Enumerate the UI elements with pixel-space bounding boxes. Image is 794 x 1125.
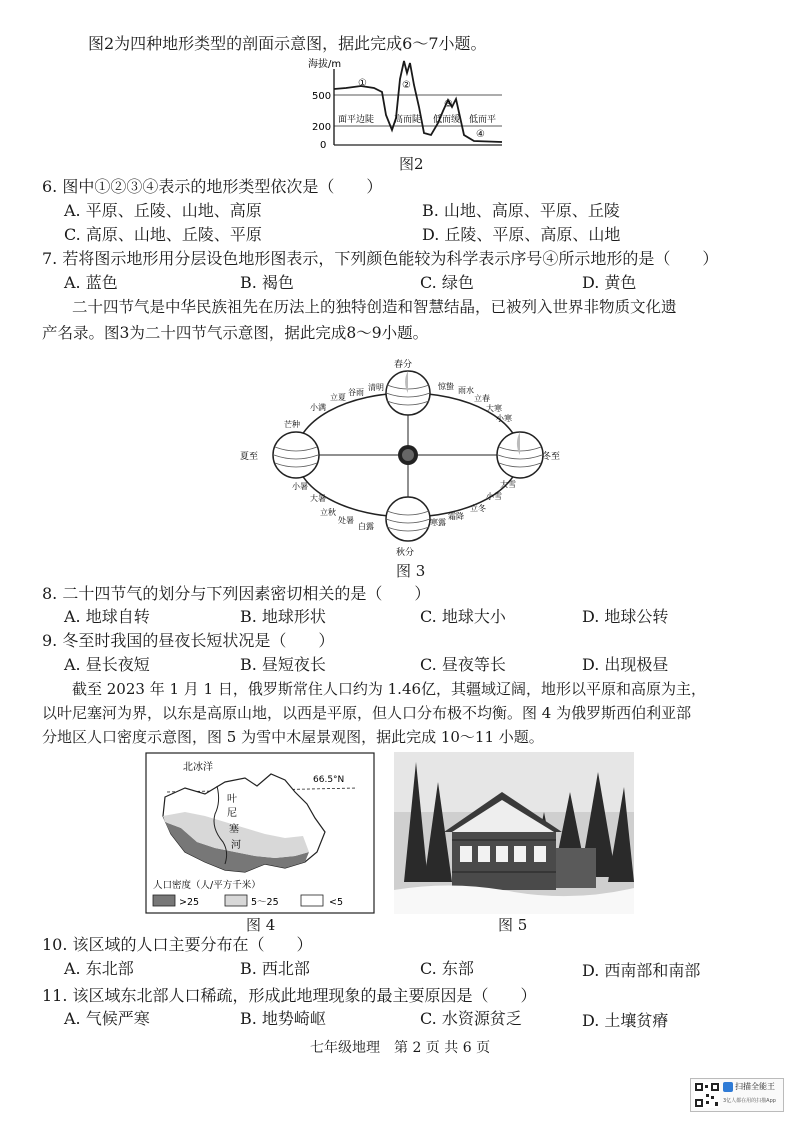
figure-4-population-map <box>145 752 375 917</box>
q10-option-b[interactable]: B. 西北部 <box>240 959 310 978</box>
q11-option-b[interactable]: B. 地势崎岖 <box>240 1009 326 1028</box>
fig3-season-spring: 春分 <box>394 360 413 370</box>
q10-stem: 10. 该区域的人口主要分布在（ ） <box>42 935 313 954</box>
fig3-season-winter: 冬至 <box>542 452 560 462</box>
fig2-marker-3: ③ <box>444 99 453 110</box>
q7-option-b[interactable]: B. 褐色 <box>240 273 294 292</box>
q8-stem: 8. 二十四节气的划分与下列因素密切相关的是（ ） <box>42 584 431 603</box>
fig4-latitude-label: 66.5°N <box>313 775 345 785</box>
intro-fig3-line2: 产名录。图3为二十四节气示意图，据此完成8～9小题。 <box>42 324 429 342</box>
fig3-term-chushu: 处暑 <box>338 516 354 525</box>
q10-option-a[interactable]: A. 东北部 <box>64 959 134 978</box>
intro-fig4-line3: 分地区人口密度示意图，图 5 为雪中木屋景观图，据此完成 10～11 小题。 <box>42 728 544 746</box>
fig3-season-summer: 夏至 <box>240 452 259 462</box>
q11-option-a[interactable]: A. 气候严寒 <box>64 1009 150 1028</box>
fig3-term-liqiu: 立秋 <box>320 508 336 517</box>
intro-fig4-line1: 截至 2023 年 1 月 1 日，俄罗斯常住人口约为 1.46亿，其疆域辽阔，地形以平原和高原为主， <box>72 680 707 698</box>
scanner-name: 扫描全能王 <box>735 1082 775 1091</box>
q6-option-d[interactable]: D. 丘陵、平原、高原、山地 <box>422 225 621 244</box>
fig2-label-2: 高而陡 <box>394 115 422 125</box>
intro-fig4-line2: 以叶尼塞河为界，以东是高原山地，以西是平原，但人口分布极不均衡。图 4 为俄罗斯西伯利亚部 <box>42 704 692 722</box>
fig3-term-yushui: 雨水 <box>458 386 474 395</box>
fig4-legend-medium: 5～25 <box>251 897 279 908</box>
fig4-legend-swatch-medium <box>225 895 247 906</box>
fig3-term-shuangjiang: 霜降 <box>448 512 464 521</box>
fig4-legend-swatch-dense <box>153 895 175 906</box>
q8-option-a[interactable]: A. 地球自转 <box>64 607 150 626</box>
fig3-earth-spring <box>386 371 430 415</box>
fig3-term-bailu: 白露 <box>358 522 374 531</box>
q7-stem: 7. 若将图示地形用分层设色地形图表示，下列颜色能较为科学表示序号④所示地形的是（ ） <box>42 249 719 268</box>
fig2-marker-4: ④ <box>476 129 485 140</box>
q9-option-c[interactable]: C. 昼夜等长 <box>420 655 506 674</box>
q8-option-b[interactable]: B. 地球形状 <box>240 607 326 626</box>
fig2-tick-500: 500 <box>312 91 332 102</box>
scanner-logo-icon <box>723 1082 733 1092</box>
figure-2-terrain-profile <box>306 55 506 150</box>
figure-3-solar-terms <box>230 355 560 560</box>
fig5-caption: 图 5 <box>498 916 528 934</box>
fig3-term-guyu: 谷雨 <box>348 388 364 397</box>
q7-option-a[interactable]: A. 蓝色 <box>64 273 118 292</box>
fig2-label-1: 面平边陡 <box>338 115 375 125</box>
fig3-term-lidong: 立冬 <box>470 504 486 513</box>
scanner-subtitle: 3亿人都在用的扫描App <box>723 1098 776 1104</box>
fig3-term-dahan: 大寒 <box>486 404 502 413</box>
intro-fig3-line1: 二十四节气是中华民族祖先在历法上的独特创造和智慧结晶，已被列入世界非物质文化遗 <box>72 298 677 316</box>
fig2-tick-0: 0 <box>320 140 327 150</box>
q11-stem: 11. 该区域东北部人口稀疏，形成此地理现象的最主要原因是（ ） <box>42 986 537 1005</box>
fig3-earth-summer <box>273 432 319 478</box>
q10-option-c[interactable]: C. 东部 <box>420 959 474 978</box>
q6-stem: 6. 图中①②③④表示的地形类型依次是（ ） <box>42 177 383 196</box>
q11-option-d[interactable]: D. 土壤贫瘠 <box>582 1011 669 1030</box>
fig2-marker-2: ② <box>402 80 411 91</box>
fig3-term-jingzhe: 惊蛰 <box>438 382 454 391</box>
fig2-label-3: 低而缓 <box>433 115 461 125</box>
fig4-ocean-label: 北冰洋 <box>183 762 213 773</box>
fig4-river-char-4: 河 <box>231 840 241 851</box>
fig3-earth-winter <box>497 432 543 478</box>
fig3-term-hanlu: 寒露 <box>430 518 446 527</box>
q7-option-d[interactable]: D. 黄色 <box>582 273 637 292</box>
fig3-season-autumn: 秋分 <box>396 548 415 558</box>
q9-option-b[interactable]: B. 昼短夜长 <box>240 655 326 674</box>
fig2-caption: 图2 <box>399 155 424 173</box>
fig3-term-lixia: 立夏 <box>330 393 346 402</box>
fig2-marker-1: ① <box>358 78 367 89</box>
fig4-river-char-2: 尼 <box>227 808 237 819</box>
fig3-caption: 图 3 <box>396 562 426 580</box>
fig4-river-char-1: 叶 <box>227 794 237 805</box>
q9-stem: 9. 冬至时我国的昼夜长短状况是（ ） <box>42 631 335 650</box>
fig4-river-char-3: 塞 <box>229 824 239 835</box>
qr-code-icon <box>694 1082 720 1108</box>
q8-option-c[interactable]: C. 地球大小 <box>420 607 506 626</box>
fig4-legend-swatch-sparse <box>301 895 323 906</box>
fig4-caption: 图 4 <box>246 916 276 934</box>
q6-option-a[interactable]: A. 平原、丘陵、山地、高原 <box>64 201 262 220</box>
q7-option-c[interactable]: C. 绿色 <box>420 273 474 292</box>
fig2-ylabel: 海拔/m <box>308 59 342 70</box>
scanner-watermark <box>690 1078 784 1112</box>
fig2-tick-200: 200 <box>312 122 332 133</box>
fig3-earth-autumn <box>386 497 430 541</box>
q9-option-a[interactable]: A. 昼长夜短 <box>64 655 150 674</box>
q10-option-d[interactable]: D. 西南部和南部 <box>582 961 701 980</box>
fig3-term-mangzhong: 芒种 <box>284 420 300 429</box>
fig2-label-4: 低而平 <box>469 115 497 125</box>
q6-option-c[interactable]: C. 高原、山地、丘陵、平原 <box>64 225 262 244</box>
fig4-legend-dense: >25 <box>179 897 200 908</box>
fig3-term-xiaohan: 小寒 <box>496 414 512 423</box>
q9-option-d[interactable]: D. 出现极昼 <box>582 655 669 674</box>
q11-option-c[interactable]: C. 水资源贫乏 <box>420 1009 522 1028</box>
fig3-term-daxue: 大雪 <box>500 480 516 489</box>
fig3-term-xiaoman: 小满 <box>310 403 326 412</box>
fig3-term-xiaoxue: 小雪 <box>486 492 502 501</box>
figure-5-snow-cabin-photo <box>394 752 634 914</box>
fig3-term-qingming: 清明 <box>368 383 384 392</box>
fig4-legend-sparse: <5 <box>329 897 344 908</box>
page-footer: 七年级地理 第 2 页 共 6 页 <box>310 1040 491 1056</box>
fig3-term-xiaoshu: 小暑 <box>292 482 308 491</box>
q8-option-d[interactable]: D. 地球公转 <box>582 607 669 626</box>
fig3-term-dashu: 大暑 <box>310 494 326 503</box>
intro-fig2: 图2为四种地形类型的剖面示意图，据此完成6～7小题。 <box>88 34 487 53</box>
q6-option-b[interactable]: B. 山地、高原、平原、丘陵 <box>422 201 620 220</box>
fig3-term-lichun: 立春 <box>474 394 490 403</box>
fig4-legend-title: 人口密度（人/平方千米） <box>153 880 261 891</box>
